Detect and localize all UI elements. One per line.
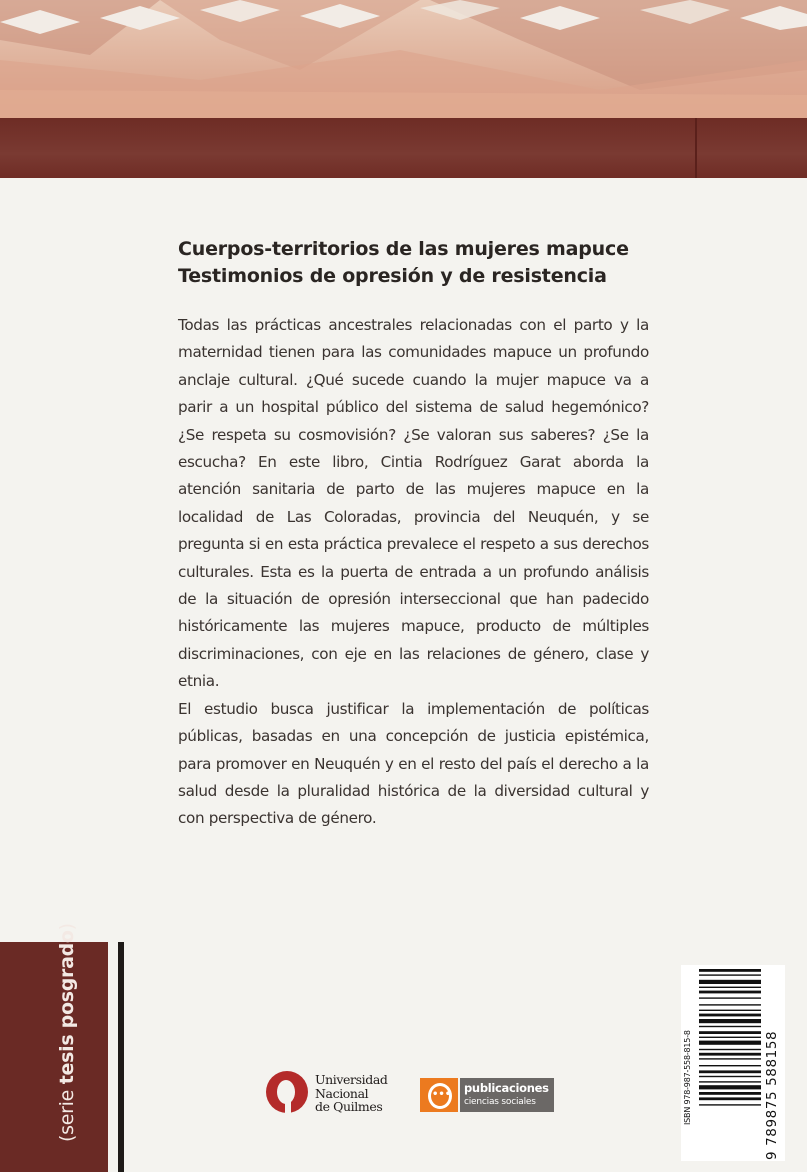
unq-logo-mark-icon [266, 1071, 308, 1113]
blurb-paragraph-1: Todas las prácticas ancestrales relacionadas con el parto y la maternidad tienen para las comunidades mapuce un profundo anclaje cultural. ¿Qué sucede cuando la mujer mapuce va a parir a un hospital público del sistema de salud hegemónico? ¿Se respeta su cosmovisión? ¿Se valoran sus saberes? ¿Se la escucha? En este libro, Cintia Rodríguez Garat aborda la atención sanitaria de parto de las mujeres mapuce en la localidad de Las Coloradas, provincia del Neuquén, y se pregunta si en esta práctica prevalece el respeto a sus derechos culturales. Esta es la puerta de entrada a un profundo análisis de la situación de opresión interseccional que han padecido históricamente las mujeres mapuce, producto de múltiples discriminaciones, con eje en las relaciones de género, clase y etnia. [178, 316, 649, 691]
back-cover-blurb [178, 312, 649, 833]
publicaciones-label-box [460, 1078, 554, 1112]
title-block [178, 236, 658, 290]
series-open-paren: ( [56, 1134, 78, 1142]
cover-textile-photo [0, 0, 807, 120]
band-seam [695, 118, 697, 178]
series-tab [0, 942, 108, 1172]
unq-name-line-1: Universidad [315, 1072, 388, 1087]
imprint-name: publicaciones [464, 1081, 549, 1095]
series-close-paren: ) [56, 923, 78, 931]
series-rule [118, 942, 124, 1172]
series-word-tesis-posgrado: tesis posgrado [56, 930, 78, 1085]
isbn-label: ISBN 978-987-558-815-8 [683, 1030, 692, 1125]
unq-name-line-2: Nacional [315, 1085, 369, 1101]
series-word-serie: serie [56, 1084, 78, 1135]
maroon-band [0, 118, 807, 178]
publicaciones-logo [420, 1078, 556, 1112]
blurb-paragraph-2: El estudio busca justificar la implementación de políticas públicas, basadas en una concepción de justicia epistémica, para promover en Neuquén y en el resto del país el derecho a la salud desde la pluralidad histórica de la diversidad cultural y con perspectiva de género. [178, 699, 649, 828]
book-subtitle: Testimonios de opresión y de resistencia [178, 265, 607, 287]
unq-name [315, 1073, 388, 1114]
book-title: Cuerpos-territorios de las mujeres mapuce [178, 238, 629, 260]
barcode-digits: 9 789875 588158 [764, 1030, 780, 1160]
publicaciones-logo-mark-icon: ••• [420, 1078, 458, 1112]
unq-name-line-3: de Quilmes [315, 1099, 383, 1114]
unq-logo [266, 1067, 416, 1119]
series-label [56, 923, 78, 1142]
imprint-subtitle: ciencias sociales [464, 1097, 536, 1107]
textile-pattern [0, 0, 807, 120]
